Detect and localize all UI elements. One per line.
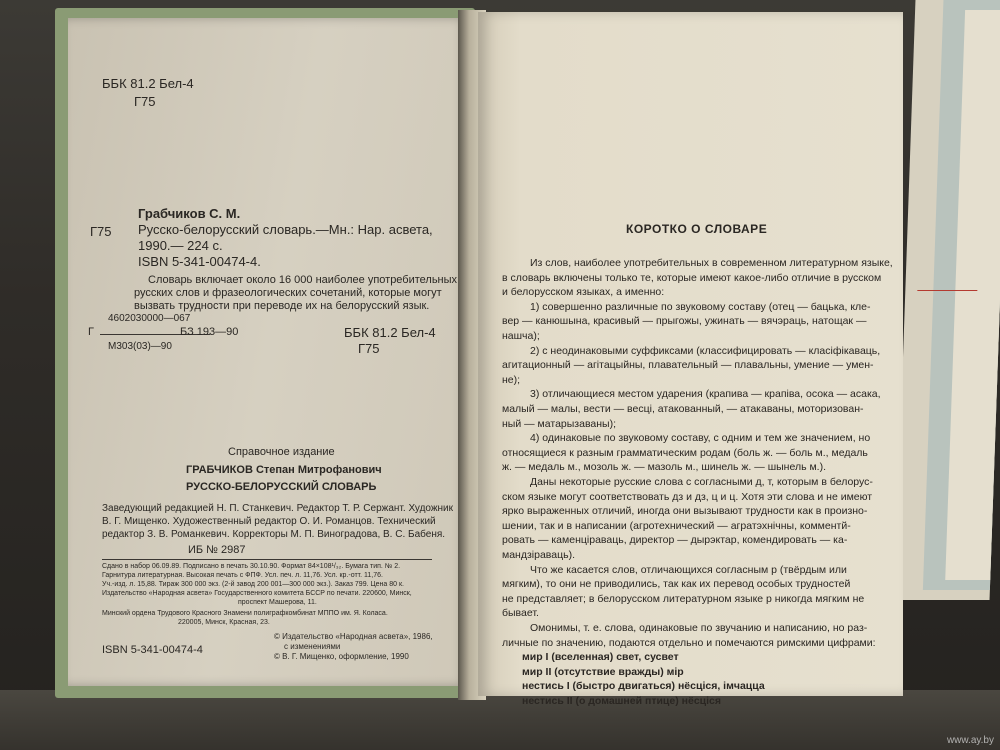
annotation-line-3: вызвать трудности при переводе их на белорусский язык. [134, 300, 430, 312]
text-line: вер — канюшына, красивый — прыгожы, ужинать — вячэраць, натощак — [502, 315, 867, 328]
catalog-code-1: 4602030000—067 [108, 313, 191, 324]
text-line: мир II (отсутствие вражды) мір [522, 665, 684, 678]
print-line-4: Издательство «Народная асвета» Государственного комитета БССР по печати. 220600, Минск, [102, 590, 412, 597]
section-heading: КОРОТКО О СЛОВАРЕ [626, 222, 768, 236]
text-line: 3) отличающиеся местом ударения (крапива — крапіва, осока — асака, [530, 388, 881, 401]
author-name: Грабчиков С. М. [138, 206, 241, 221]
text-line: в словарь включены только те, которые имеют какое-либо отличие в русском [502, 271, 882, 284]
annotation-line-2: русских слов и фразеологических сочетаний, которые могут [134, 287, 442, 299]
edition-type: Справочное издание [228, 446, 335, 458]
print-line-3: Уч.-изд. л. 15,88. Тираж 300 000 экз. (2-й завод 200 001—300 000 экз.). Заказ 799. Цена 80 к. [102, 581, 404, 588]
print-line-1: Сдано в набор 06.09.89. Подписано в печать 30.10.90. Формат 84×108¹/₃₂. Бумага тип. № 2. [102, 563, 401, 570]
copyright-line-2: с изменениями [284, 642, 341, 651]
text-line: Омонимы, т. е. слова, одинаковые по звучанию и написанию, но раз- [530, 622, 868, 634]
annotation-line-1: Словарь включает около 16 000 наиболее употребительных [148, 274, 458, 286]
text-line: личные по значению, подаются отдельно и помечаются римскими цифрами: [502, 636, 876, 649]
text-line: ском языке могут соответствовать дз и дз, ц и ц. Хотя эти слова и не имеют [502, 490, 873, 503]
bbk-code-bottom: ББК 81.2 Бел-4 [344, 325, 436, 340]
text-line: мягким), то они не приводились, так как их перевод особых трудностей [502, 578, 851, 591]
catalog-code-bz: БЗ 193—90 [180, 326, 239, 338]
text-line: 1) совершенно различные по звуковому составу (отец — бацька, кле- [530, 300, 871, 313]
left-page [68, 18, 468, 686]
text-line: шении, так и в написании (агротехнический — агратэхнічны, комментй- [502, 519, 851, 532]
isbn-line: ISBN 5-341-00474-4. [138, 254, 261, 269]
table-surface [0, 690, 1000, 750]
text-line: ровать — каменціраваць, директор — дырэктар, комендировать — ка- [502, 534, 848, 547]
watermark: www.ay.by [946, 735, 994, 746]
print-line-5: проспект Машерова, 11. [238, 599, 317, 606]
text-line: мандзіраваць). [502, 549, 576, 561]
text-line: малый — малы, вести — весці, атакованный, — атакаваны, моторизован- [502, 403, 864, 415]
text-line: агитационный — агітацыйны, плавательный — плавальны, умение — умен- [502, 359, 874, 372]
red-line [917, 290, 977, 291]
credits-line-3: редактор З. В. Романкевич. Корректоры М. П. Виноградова, В. С. Бабеня. [102, 529, 446, 540]
g75-top: Г75 [134, 94, 156, 109]
biblio-line-2: 1990.— 224 с. [138, 238, 223, 253]
catalog-code-g: Г [88, 326, 94, 338]
text-line: ж. — медаль м., мозоль ж. — мазоль м., шинель ж. — шынель м.). [502, 461, 827, 474]
text-line: Что же касается слов, отличающихся согласным р (твёрдым или [530, 563, 847, 576]
credits-line-1: Заведующий редакцией Н. П. Станкевич. Редактор Т. Р. Сержант. Художник [102, 503, 454, 514]
right-page [478, 12, 903, 707]
text-line: 4) одинаковые по звуковому составу, с одним и тем же значением, но [530, 432, 871, 445]
text-line: мир I (вселенная) свет, сусвет [522, 651, 679, 664]
biblio-line-1: Русско-белорусский словарь.—Мн.: Нар. асвета, [138, 222, 433, 237]
imprint-rule [102, 559, 432, 560]
g75-side: Г75 [90, 224, 112, 239]
text-line: нестись I (быстро двигаться) нёсціся, імчацца [522, 680, 765, 693]
g75-bottom: Г75 [358, 341, 380, 356]
text-line: Даны некоторые русские слова с согласными д, т, которым в белорус- [530, 476, 873, 488]
copyright-line-1: © Издательство «Народная асвета», 1986, [274, 632, 433, 641]
text-line: нашча); [502, 330, 540, 342]
print-line-6: Минский ордена Трудового Красного Знамени полиграфкомбинат МППО им. Я. Коласа. [102, 610, 388, 617]
credits-line-2: В. Г. Мищенко. Художественный редактор О. И. Романцов. Технический [102, 516, 436, 527]
book-title: РУССКО-БЕЛОРУССКИЙ СЛОВАРЬ [186, 481, 377, 493]
text-line: Из слов, наиболее употребительных в современном литературном языке, [530, 257, 893, 269]
text-line: ярко выраженных отличий, иногда они вызывают трудности как в произно- [502, 505, 868, 518]
isbn-bottom: ISBN 5-341-00474-4 [102, 644, 203, 656]
text-line: не); [502, 373, 521, 386]
text-line: нестись II (о домашней птице) нёсціся [522, 695, 721, 707]
text-line: бывает. [502, 607, 539, 620]
text-line: не представляет; в белорусском литературном языке р никогда мягким не [502, 592, 865, 605]
catalog-code-2: М303(03)—90 [108, 341, 172, 352]
text-line: 2) с неодинаковыми суффиксами (классифицировать — класіфікаваць, [530, 344, 881, 357]
ib-number: ИБ № 2987 [188, 544, 246, 556]
text-line: ный — матарызаваны); [502, 417, 617, 430]
background-book [895, 0, 1000, 600]
author-full: ГРАБЧИКОВ Степан Митрофанович [186, 464, 382, 476]
print-line-2: Гарнитура литературная. Высокая печать с ФПФ. Усл. печ. л. 11,76. Усл. кр.-отт. 11,76. [102, 572, 383, 579]
bbk-code-top: ББК 81.2 Бел-4 [102, 76, 194, 91]
copyright-line-3: © В. Г. Мищенко, оформление, 1990 [274, 652, 409, 661]
text-line: относящиеся к разным грамматическим родам (боль ж. — боль м., медаль [502, 446, 868, 459]
print-line-7: 220005, Минск, Красная, 23. [178, 619, 270, 626]
text-line: и белорусском языках, а именно: [502, 286, 665, 299]
